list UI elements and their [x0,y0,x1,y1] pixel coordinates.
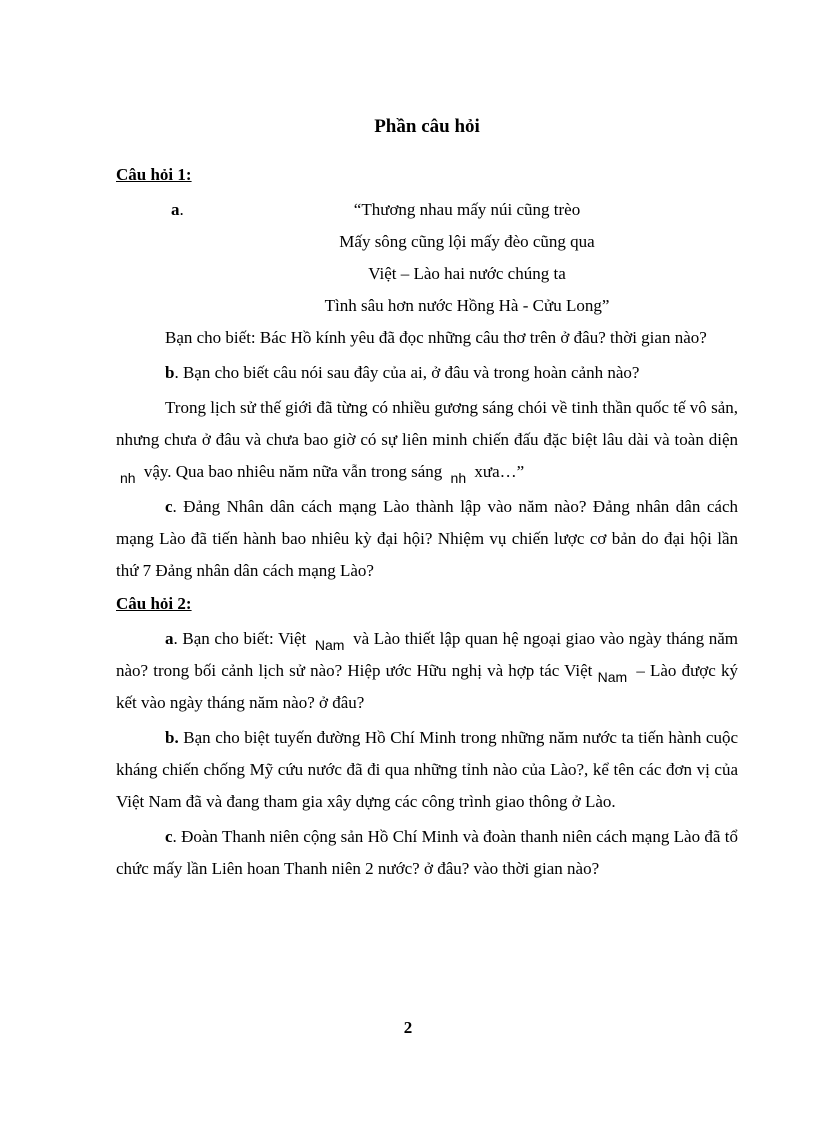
quote-sub-1: nh [120,470,136,486]
question-1b [116,357,738,389]
question-2a: a. Bạn cho biết: Việt $_{Nam}$ và Lào thiết lập quan hệ ngoại giao vào ngày tháng năm nào? trong bối cảnh lịch sử nào? Hiệp ước Hữu nghị và hợp tác Việt $_{Nam}$ – Lào được ký kết vào ngày tháng năm nào? ở đâu? [116,629,739,712]
question-2-heading: Câu hỏi 2: [116,594,192,613]
document-page [116,112,738,888]
part-a-label: a [165,629,174,648]
question-2c-text: . Đoàn Thanh niên cộng sản Hồ Chí Minh và đoàn thanh niên cách mạng Lào đã tổ chức mấy lần Liên hoan Thanh niên 2 nước? ở đâu? vào thời gian nào? [116,827,738,878]
sub-nam-2: Nam [597,669,628,685]
quote-sub-2: nh [450,470,467,486]
part-a-label: a. [171,200,184,219]
page-number: 2 [403,1018,413,1037]
question-2b [116,722,738,818]
question-1-heading: Câu hỏi 1: [116,165,192,184]
poem-line-2: Mấy sông cũng lội mấy đèo cũng qua [339,232,595,251]
question-2c [116,821,738,885]
part-c-label: c [165,497,173,516]
quote-paragraph: Trong lịch sử thế giới đã từng có nhiều gương sáng chói về tinh thần quốc tế vô sản, nhưng chưa ở đâu và chưa bao giờ có sự liên minh chiến đấu đặc biệt lâu dài và toàn diện $_{nh}$ vậy. Qua bao nhiêu năm nữa vẫn trong sáng $_{nh}$ xưa…” [116,398,738,486]
part-b-label: b. [165,728,179,747]
poem-line-1: “Thương nhau mấy núi cũng trèo [353,200,581,219]
sub-nam-1: Nam [314,637,345,653]
question-2b-text: Bạn cho biệt tuyến đường Hồ Chí Minh trong những năm nước ta tiến hành cuộc kháng chiến chống Mỹ cứu nước đã đi qua những tỉnh nào của Lào?, kể tên các đơn vị của Việt Nam đã và đang tham gia xây dựng các công trình giao thông ở Lào. [116,728,738,811]
question-1b-text: . Bạn cho biết câu nói sau đây của ai, ở đâu và trong hoàn cảnh nào? [174,363,640,382]
question-1a-text: Bạn cho biết: Bác Hồ kính yêu đã đọc những câu thơ trên ở đâu? thời gian nào? [165,328,707,347]
poem-line-3: Việt – Lào hai nước chúng ta [368,264,566,283]
question-1c-text: . Đảng Nhân dân cách mạng Lào thành lập vào năm nào? Đảng nhân dân cách mạng Lào đã tiến hành bao nhiêu kỳ đại hội? Nhiệm vụ chiến lược cơ bản do đại hội lần thứ 7 Đảng nhân dân cách mạng Lào? [116,497,738,580]
page-title: Phần câu hỏi [374,116,480,137]
poem-line-4: Tình sâu hơn nước Hồng Hà - Cửu Long” [324,296,610,315]
poem-block [116,194,738,322]
part-c-label: c [165,827,173,846]
question-1c [116,491,738,587]
part-b-label: b [165,363,175,382]
